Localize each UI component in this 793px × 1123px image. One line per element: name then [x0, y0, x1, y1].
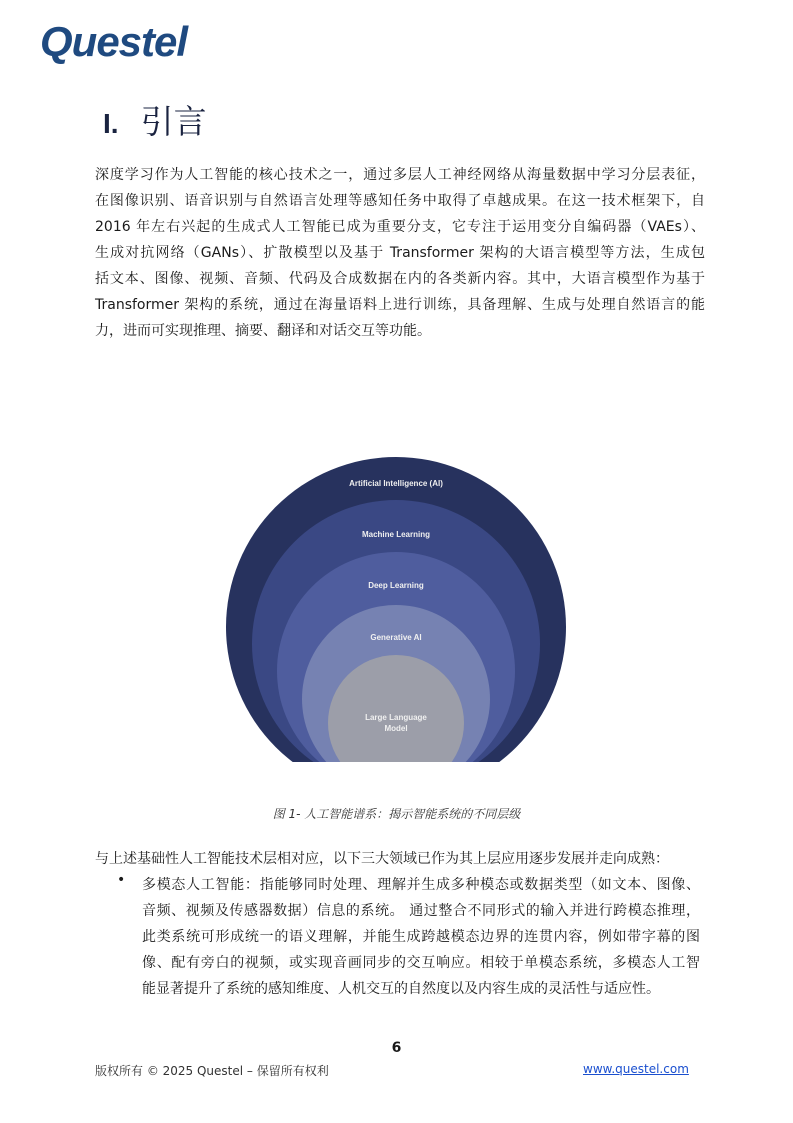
- label-llm-1: Large Language: [365, 713, 427, 722]
- text-line: Transformer 架构的系统，通过在海量语料上进行训练，具备理解、生成与处理自然语言的能: [95, 297, 705, 313]
- text-line: 生成对抗网络（GANs）、扩散模型以及基于 Transformer 架构的大语言模型等方法，生成包: [95, 245, 705, 261]
- questel-logo: Questel: [40, 18, 188, 65]
- text-line: 与上述基础性人工智能技术层相对应，以下三大领域已作为其上层应用逐步发展并走向成熟：: [95, 851, 669, 867]
- text-line: 括文本、图像、视频、音频、代码及合成数据在内的各类新内容。其中，大语言模型作为基于: [95, 271, 705, 287]
- text-line: 力，进而可实现推理、摘要、翻译和对话交互等功能。: [95, 323, 431, 339]
- label-ai: Artificial Intelligence (AI): [349, 479, 443, 488]
- label-ml: Machine Learning: [361, 530, 431, 539]
- text-line: 音频、视频及传感器数据）信息的系统。 通过整合不同形式的输入并进行跨模态推理，: [142, 903, 700, 919]
- text-line: 能显著提升了系统的感知维度、人机交互的自然度以及内容生成的灵活性与适应性。: [142, 981, 660, 997]
- text-line: 此类系统可形成统一的语义理解，并能生成跨越模态边界的连贯内容，例如带字幕的图: [142, 929, 700, 945]
- label-llm-2: Model: [384, 724, 408, 733]
- text-line: 像、配有旁白的视频，或实现音画同步的交互响应。相较于单模态系统，多模态人工智: [142, 955, 700, 971]
- text-line: 2016 年左右兴起的生成式人工智能已成为重要分支，它专注于运用变分自编码器（VAEs）、: [95, 219, 705, 235]
- text-line: 多模态人工智能：指能够同时处理、理解并生成多种模态或数据类型（如文本、图像、: [142, 877, 700, 893]
- section-title: 引言: [140, 102, 207, 141]
- layer-llm-circle: [328, 655, 464, 791]
- text-line: 在图像识别、语音识别与自然语言处理等感知任务中取得了卓越成果。在这一技术框架下，自: [95, 193, 705, 209]
- figure-caption: 图 1- 人工智能谱系：揭示智能系统的不同层级: [272, 807, 521, 821]
- website-link[interactable]: www.questel.com: [583, 1062, 689, 1076]
- bullet-multimodal-ai: [142, 872, 700, 1002]
- copyright-notice: 版权所有 © 2025 Questel – 保留所有权利: [95, 1064, 329, 1078]
- section-number: I.: [103, 108, 119, 139]
- label-dl: Deep Learning: [368, 581, 424, 590]
- label-genai: Generative AI: [370, 633, 422, 642]
- transition-paragraph: [95, 846, 705, 872]
- page-number: 6: [391, 1040, 402, 1056]
- text-line: 深度学习作为人工智能的核心技术之一，通过多层人工神经网络从海量数据中学习分层表征，: [95, 167, 705, 183]
- bullet-marker: •: [117, 872, 126, 888]
